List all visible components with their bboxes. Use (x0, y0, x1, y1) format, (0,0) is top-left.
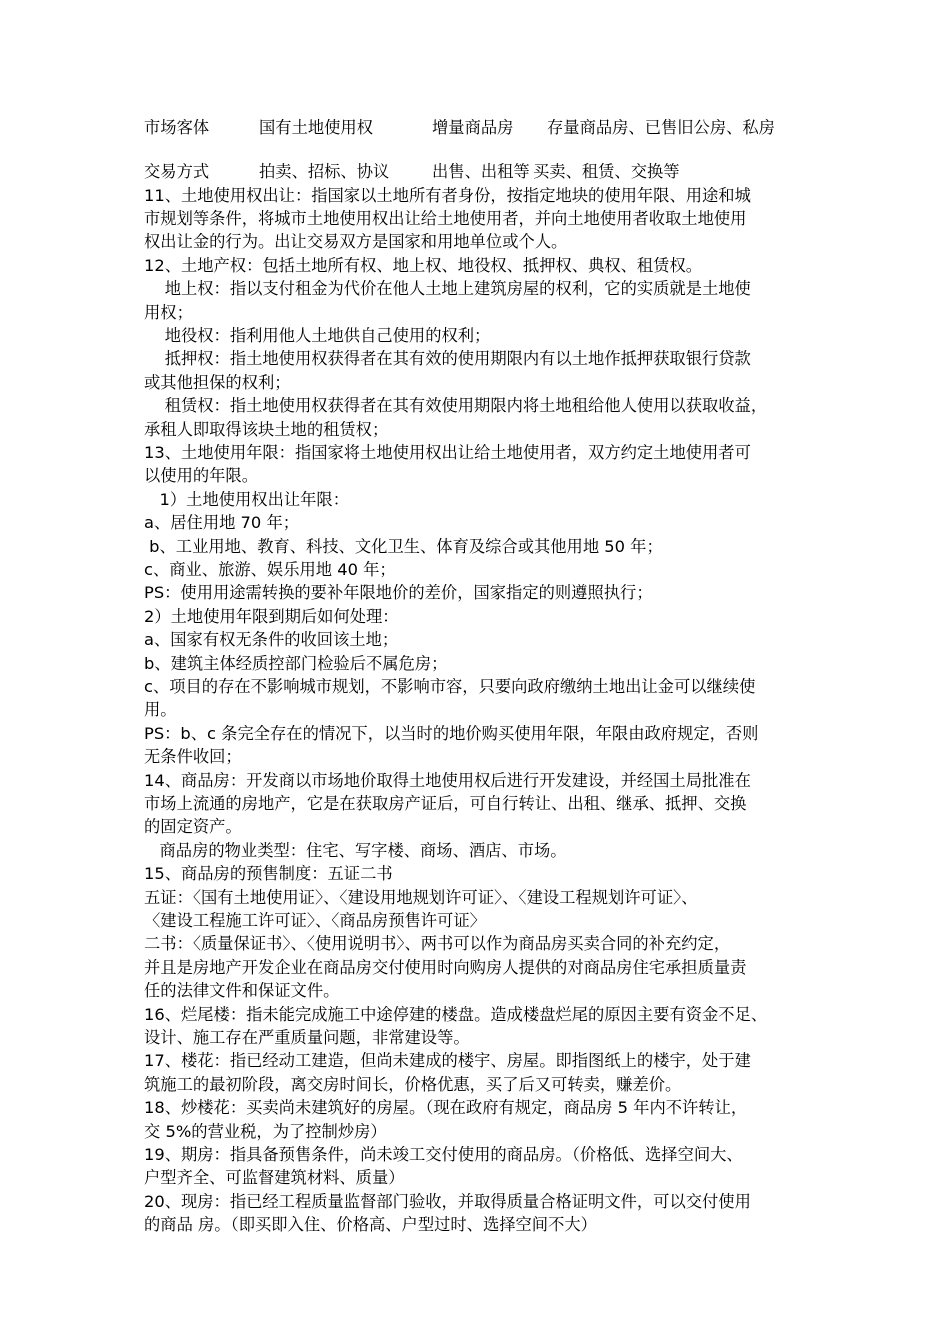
text-line: 地上权：指以支付租金为代价在他人土地上建筑房屋的权利，它的实质就是土地使 (144, 279, 751, 299)
text-line: a、居住用地 70 年； (144, 513, 300, 533)
text-line: 〈建设工程施工许可证〉、〈商品房预售许可证〉 (144, 910, 486, 930)
text-line: 用。 (144, 700, 177, 720)
text-line: c、项目的存在不影响城市规划，不影响市容，只要向政府缴纳土地出让金可以继续使 (144, 676, 756, 696)
text-line: 无条件收回； (144, 747, 242, 767)
text-line: 商品房的物业类型：住宅、写字楼、商场、酒店、市场。 (144, 840, 567, 860)
text-line: a、国家有权无条件的收回该土地； (144, 630, 399, 650)
text-line: 户型齐全、可监督建筑材料、质量） (144, 1168, 405, 1188)
text-line: PS：b、c 条完全存在的情况下，以当时的地价购买使用年限，年限由政府规定，否则 (144, 723, 759, 743)
text-line: 用权； (144, 302, 193, 322)
text-line: 1）土地使用权出让年限： (144, 489, 349, 509)
text-line: 权出让金的行为。出让交易双方是国家和用地单位或个人。 (144, 232, 568, 252)
text-line: 或其他担保的权利； (144, 372, 291, 392)
text-line: 18、炒楼花：买卖尚未建筑好的房屋。（现在政府有规定，商品房 5 年内不许转让， (144, 1098, 748, 1118)
trade-incremental-housing: 出售、出租等 (432, 162, 530, 181)
row-label-market-object: 市场客体 (144, 118, 210, 137)
text-line: 交 5%的营业税，为了控制炒房） (144, 1121, 387, 1141)
text-line: 抵押权：指土地使用权获得者在其有效的使用期限内有以土地作抵押获取银行贷款 (144, 349, 751, 369)
text-line: b、建筑主体经质控部门检验后不属危房； (144, 653, 448, 673)
text-line: 二书：〈质量保证书〉、〈使用说明书〉、两书可以作为商品房买卖合同的补充约定， (144, 934, 731, 954)
text-line: 任的法律文件和保证文件。 (144, 981, 340, 1001)
col-land-use-right: 国有土地使用权 (259, 118, 373, 137)
text-line: 15、商品房的预售制度：五证二书 (144, 864, 393, 884)
text-line: 19、期房：指具备预售条件，尚未竣工交付使用的商品房。（价格低、选择空间大、 (144, 1144, 743, 1164)
row-label-trade-method: 交易方式 (144, 162, 210, 181)
text-line: 并且是房地产开发企业在商品房交付使用时向购房人提供的对商品房住宅承担质量责 (144, 957, 747, 977)
trade-land-use-right: 拍卖、招标、协议 (259, 162, 390, 181)
text-line: 承租人即取得该块土地的租赁权； (144, 419, 389, 439)
text-line: 筑施工的最初阶段，离交房时间长，价格优惠，买了后又可转卖，赚差价。 (144, 1074, 682, 1094)
col-incremental-housing: 增量商品房 (432, 118, 514, 137)
text-line: 以使用的年限。 (144, 466, 258, 486)
text-line: b、工业用地、教育、科技、文化卫生、体育及综合或其他用地 50 年； (144, 536, 663, 556)
text-line: 市规划等条件，将城市土地使用权出让给土地使用者，并向土地使用者收取土地使用 (144, 208, 747, 228)
text-line: 设计、施工存在严重质量问题，非常建设等。 (144, 1027, 470, 1047)
text-line: 地役权：指利用他人土地供自己使用的权利； (144, 325, 491, 345)
col-existing-housing: 存量商品房、已售旧公房、私房 (547, 118, 775, 137)
text-line: c、商业、旅游、娱乐用地 40 年； (144, 559, 396, 579)
text-line: PS：使用用途需转换的要补年限地价的差价，国家指定的则遵照执行； (144, 583, 653, 603)
text-line: 的固定资产。 (144, 817, 242, 837)
trade-existing-housing: 买卖、租赁、交换等 (533, 162, 680, 181)
text-line: 五证：〈国有土地使用证〉、〈建设用地规划许可证〉、〈建设工程规划许可证〉、 (144, 887, 698, 907)
text-line: 12、土地产权：包括土地所有权、地上权、地役权、抵押权、典权、租赁权。 (144, 255, 703, 275)
text-line: 13、土地使用年限：指国家将土地使用权出让给土地使用者，双方约定土地使用者可 (144, 442, 751, 462)
text-line: 市场上流通的房地产，它是在获取房产证后，可自行转让、出租、继承、抵押、交换 (144, 793, 747, 813)
text-line: 的商品 房。（即买即入住、价格高、户型过时、选择空间不大） (144, 1215, 597, 1235)
text-line: 17、楼花：指已经动工建造，但尚未建成的楼宇、房屋。即指图纸上的楼宇，处于建 (144, 1051, 751, 1071)
text-line: 租赁权：指土地使用权获得者在其有效使用期限内将土地租给他人使用以获取收益， (144, 396, 768, 416)
text-line: 16、烂尾楼：指未能完成施工中途停建的楼盘。造成楼盘烂尾的原因主要有资金不足、 (144, 1004, 768, 1024)
text-line: 2）土地使用年限到期后如何处理： (144, 606, 399, 626)
text-line: 20、现房：指已经工程质量监督部门验收，并取得质量合格证明文件，可以交付使用 (144, 1191, 751, 1211)
text-line: 14、商品房：开发商以市场地价取得土地使用权后进行开发建设，并经国土局批准在 (144, 770, 751, 790)
text-line: 11、土地使用权出让：指国家以土地所有者身份，按指定地块的使用年限、用途和城 (144, 185, 751, 205)
